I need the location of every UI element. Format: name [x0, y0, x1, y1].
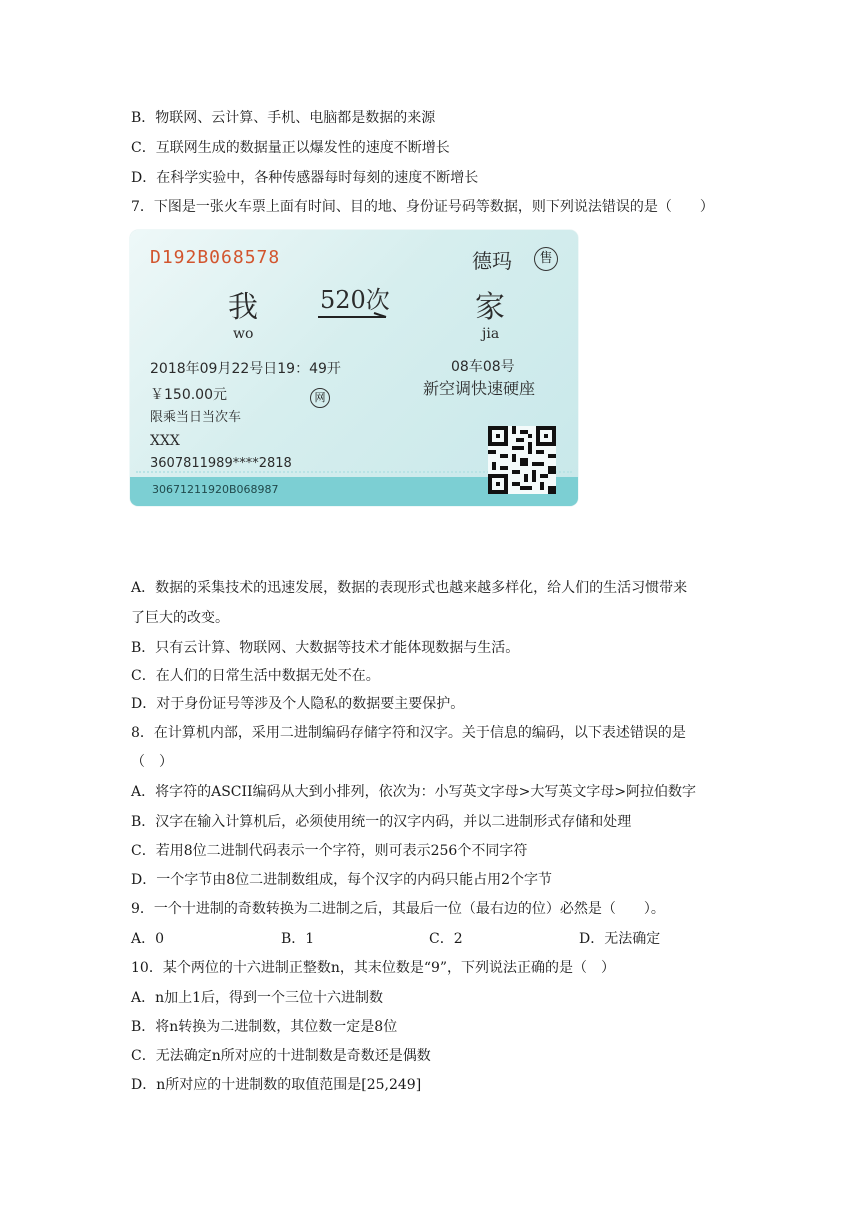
ticket-id-number: 3607811989****2818 — [150, 456, 292, 471]
train-ticket-image — [130, 230, 578, 506]
q10-option-a: A．n加上1后，得到一个三位十六进制数 — [131, 990, 384, 1006]
q8-option-d: D．一个字节由8位二进制数组成，每个汉字的内码只能占用2个字节 — [131, 872, 553, 888]
q7-option-a: A．数据的采集技术的迅速发展，数据的表现形式也越来越多样化，给人们的生活习惯带来 — [131, 580, 688, 596]
ticket-code: D192B068578 — [150, 247, 281, 268]
ticket-from-pinyin: wo — [233, 326, 254, 342]
q9-option-d: D．无法确定 — [579, 931, 661, 947]
question-10: 10．某个两位的十六进制正整数n，其末位数是“9”，下列说法正确的是（ ） — [131, 960, 616, 976]
ticket-from: 我 — [228, 290, 258, 325]
ticket-to: 家 — [475, 290, 505, 325]
q7-option-a-cont: 了巨大的改变。 — [131, 610, 229, 626]
option-b-line: B．物联网、云计算、手机、电脑都是数据的来源 — [131, 110, 436, 126]
question-9: 9．一个十进制的奇数转换为二进制之后，其最后一位（最右边的位）必然是（ ）。 — [131, 901, 665, 917]
ticket-seat-type: 新空调快速硬座 — [423, 379, 536, 398]
q10-option-c: C．无法确定n所对应的十进制数是奇数还是偶数 — [131, 1048, 431, 1064]
q10-option-d: D．n所对应的十进制数的取值范围是[25,249] — [131, 1077, 422, 1093]
q9-option-b: B．1 — [281, 931, 315, 947]
ticket-limit: 限乘当日当次车 — [150, 410, 242, 425]
q9-option-a: A．0 — [131, 931, 165, 947]
q7-option-b: B．只有云计算、物联网、大数据等技术才能体现数据与生活。 — [131, 640, 520, 656]
question-8-cont: （ ） — [131, 754, 173, 770]
q9-option-c: C．2 — [429, 931, 463, 947]
sold-stamp-icon: 售 — [534, 247, 558, 271]
ticket-serial: 30671211920B068987 — [152, 483, 279, 496]
option-c-line: C．互联网生成的数据量正以爆发性的速度不断增长 — [131, 140, 450, 156]
ticket-price: ￥150.00元 — [150, 387, 227, 403]
q7-option-c: C．在人们的日常生活中数据无处不在。 — [131, 668, 380, 684]
q8-option-c: C．若用8位二进制代码表示一个字符，则可表示256个不同字符 — [131, 843, 528, 859]
q8-option-b: B．汉字在输入计算机后，必须使用统一的汉字内码，并以二进制形式存储和处理 — [131, 814, 632, 830]
ticket-passenger-name: XXX — [150, 433, 180, 449]
direction-arrow-icon — [318, 311, 388, 321]
q8-option-a: A．将字符的ASCII编码从大到小排列，依次为：小写英文字母>大写英文字母>阿拉伯数字 — [131, 784, 697, 800]
question-8: 8．在计算机内部，采用二进制编码存储字符和汉字。关于信息的编码，以下表述错误的是 — [131, 725, 686, 741]
ticket-train-number: 520次 — [320, 286, 390, 314]
q7-option-d: D．对于身份证号等涉及个人隐私的数据要主要保护。 — [131, 696, 465, 712]
q10-option-b: B．将n转换为二进制数，其位数一定是8位 — [131, 1019, 398, 1035]
ticket-car-seat: 08车08号 — [451, 359, 515, 375]
question-7: 7．下图是一张火车票上面有时间、目的地、身份证号码等数据，则下列说法错误的是（ ） — [131, 199, 714, 215]
online-stamp-icon: 网 — [310, 388, 330, 408]
option-d-line: D．在科学实验中，各种传感器每时每刻的速度不断增长 — [131, 170, 479, 186]
ticket-seller: 德玛 — [472, 249, 512, 273]
ticket-departure: 2018年09月22号日19：49开 — [150, 361, 341, 377]
qr-code-icon — [488, 426, 556, 494]
ticket-to-pinyin: jia — [482, 326, 500, 342]
